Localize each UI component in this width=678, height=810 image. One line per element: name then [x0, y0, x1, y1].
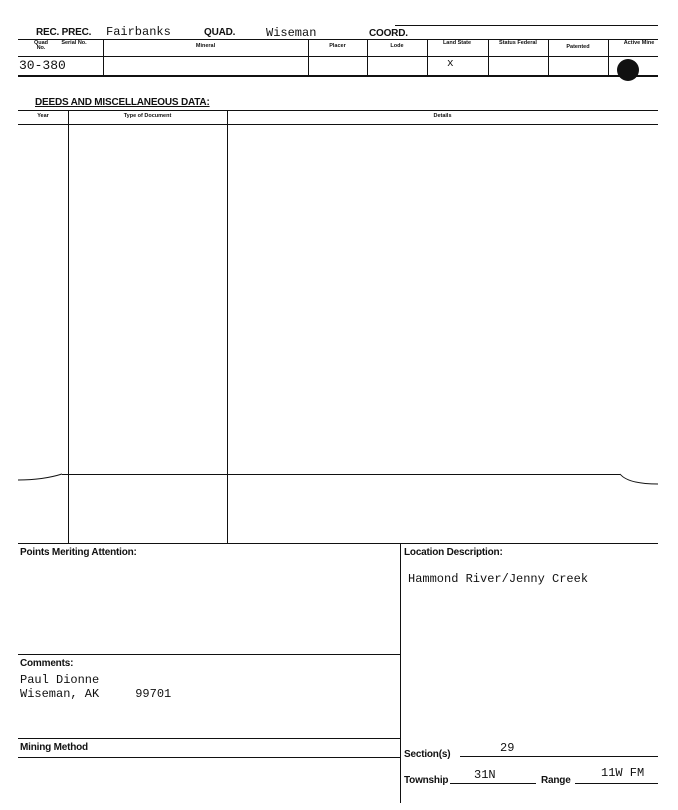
- location-description-value: Hammond River/Jenny Creek: [408, 572, 589, 586]
- deeds-col-type: Type of Document: [123, 113, 172, 119]
- range-label: Range: [541, 775, 571, 786]
- col-serial-no: Serial No.: [61, 40, 87, 46]
- mining-method-bottom-rule: [18, 757, 400, 758]
- land-state-mark: x: [447, 58, 454, 70]
- col-placer: Placer: [329, 43, 346, 49]
- range-value: 11W FM: [601, 766, 645, 780]
- section-underline: [460, 756, 658, 757]
- section-value: 29: [500, 741, 515, 755]
- mining-method-label: Mining Method: [20, 742, 88, 753]
- comments-label: Comments:: [20, 658, 74, 669]
- col-divider-status-federal: [488, 39, 489, 76]
- col-lode: Lode: [390, 43, 404, 49]
- deeds-divider-type: [227, 110, 228, 543]
- col-active-mine: Active Mine: [623, 40, 655, 46]
- points-meriting-attention-label: Points Meriting Attention:: [20, 547, 137, 558]
- punch-hole-mark: [617, 59, 639, 81]
- deeds-header-bottom-rule: [18, 124, 658, 125]
- deeds-col-details: Details: [433, 113, 452, 119]
- fold-curve-left: [18, 470, 68, 484]
- record-row-bottom-rule: [18, 75, 658, 77]
- comments-line-1: Paul Dionne: [20, 673, 100, 687]
- deeds-header-top-rule: [18, 110, 658, 111]
- fold-line: [62, 474, 620, 475]
- township-value: 31N: [474, 768, 496, 782]
- deeds-section-title: DEEDS AND MISCELLANEOUS DATA:: [35, 97, 210, 108]
- comments-top-rule: [18, 654, 400, 655]
- column-header-top-rule: [18, 39, 658, 40]
- quad-value: Wiseman: [266, 26, 317, 40]
- lower-section-divider: [400, 543, 401, 803]
- header-top-rule: [395, 25, 658, 26]
- lower-section-top-rule: [18, 543, 658, 544]
- coord-label: COORD.: [369, 28, 408, 39]
- col-quad-no: Quad No.: [33, 40, 49, 51]
- section-label: Section(s): [404, 749, 451, 760]
- township-label: Township: [404, 775, 449, 786]
- col-status-federal: Status Federal: [499, 40, 537, 46]
- comments-line-2: Wiseman, AK 99701: [20, 687, 172, 701]
- col-divider-active-mine: [608, 39, 609, 76]
- rec-prec-value: Fairbanks: [106, 25, 171, 39]
- rec-prec-label: REC. PREC.: [36, 27, 92, 38]
- mining-method-top-rule: [18, 738, 400, 739]
- deeds-col-year: Year: [37, 113, 49, 119]
- township-underline: [450, 783, 536, 784]
- col-land-state: Land State: [442, 40, 472, 46]
- deeds-divider-year: [68, 110, 69, 543]
- quad-serial-value: 30-380: [19, 58, 66, 73]
- location-description-label: Location Description:: [404, 547, 503, 558]
- column-header-bottom-rule: [18, 56, 658, 57]
- col-patented: Patented: [566, 44, 590, 50]
- range-underline: [575, 783, 658, 784]
- fold-curve-right: [618, 472, 658, 488]
- col-divider-land-state: [427, 39, 428, 76]
- col-mineral: Mineral: [195, 43, 216, 49]
- quad-label: QUAD.: [204, 27, 236, 38]
